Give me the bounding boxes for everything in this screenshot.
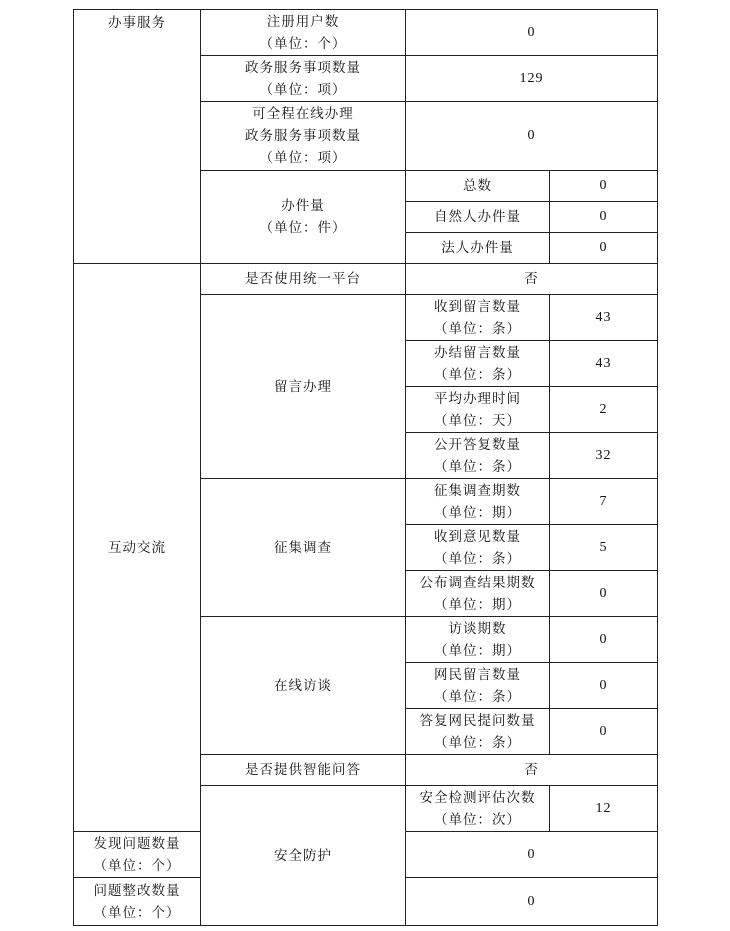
label-survey-results: 公布调查结果期数 （单位：期） <box>406 571 550 617</box>
category-hudong: 互动交流 <box>74 264 201 832</box>
value-security-checks: 12 <box>550 786 658 832</box>
label-handling-legal: 法人办件量 <box>406 233 550 264</box>
label-interview-netizen-msgs: 网民留言数量 （单位：条） <box>406 663 550 709</box>
value-interview-netizen-msgs: 0 <box>550 663 658 709</box>
value-survey-results: 0 <box>550 571 658 617</box>
value-problems-fixed: 0 <box>406 878 658 926</box>
label-survey: 征集调查 <box>201 479 406 617</box>
value-interview-answers: 0 <box>550 709 658 755</box>
value-handling-legal: 0 <box>550 233 658 264</box>
value-handling-total: 0 <box>550 171 658 202</box>
label-messages-avg-time: 平均办理时间 （单位：天） <box>406 387 550 433</box>
label-survey-opinions: 收到意见数量 （单位：条） <box>406 525 550 571</box>
label-messages-done: 办结留言数量 （单位：条） <box>406 341 550 387</box>
value-online-items: 0 <box>406 102 658 171</box>
value-interview-periods: 0 <box>550 617 658 663</box>
label-unified-platform: 是否使用统一平台 <box>201 264 406 295</box>
value-messages-done: 43 <box>550 341 658 387</box>
label-messages-public-reply: 公开答复数量 （单位：条） <box>406 433 550 479</box>
label-security-checks: 安全检测评估次数 （单位：次） <box>406 786 550 832</box>
label-problems-found: 发现问题数量 （单位：个） <box>74 832 201 878</box>
label-service-items: 政务服务事项数量 （单位：项） <box>201 56 406 102</box>
value-survey-periods: 7 <box>550 479 658 525</box>
value-service-items: 129 <box>406 56 658 102</box>
table-row <box>74 10 658 56</box>
label-interview: 在线访谈 <box>201 617 406 755</box>
category-banshi: 办事服务 <box>74 10 201 264</box>
label-survey-periods: 征集调查期数 （单位：期） <box>406 479 550 525</box>
value-registered-users: 0 <box>406 10 658 56</box>
value-handling-natural: 0 <box>550 202 658 233</box>
value-survey-opinions: 5 <box>550 525 658 571</box>
label-online-items: 可全程在线办理 政务服务事项数量 （单位：项） <box>201 102 406 171</box>
label-interview-answers: 答复网民提问数量 （单位：条） <box>406 709 550 755</box>
table-row <box>74 264 658 295</box>
value-messages-public-reply: 32 <box>550 433 658 479</box>
label-messages-received: 收到留言数量 （单位：条） <box>406 295 550 341</box>
value-messages-avg-time: 2 <box>550 387 658 433</box>
value-unified-platform: 否 <box>406 264 658 295</box>
label-registered-users: 注册用户数 （单位：个） <box>201 10 406 56</box>
label-messages: 留言办理 <box>201 295 406 479</box>
label-handling-total: 总数 <box>406 171 550 202</box>
label-interview-periods: 访谈期数 （单位：期） <box>406 617 550 663</box>
label-handling-natural: 自然人办件量 <box>406 202 550 233</box>
statistics-table <box>73 9 658 926</box>
label-smart-qa: 是否提供智能问答 <box>201 755 406 786</box>
label-problems-fixed: 问题整改数量 （单位：个） <box>74 878 201 926</box>
value-smart-qa: 否 <box>406 755 658 786</box>
value-problems-found: 0 <box>406 832 658 878</box>
category-anquan: 安全防护 <box>201 786 406 926</box>
label-handling: 办件量 （单位：件） <box>201 171 406 264</box>
value-messages-received: 43 <box>550 295 658 341</box>
